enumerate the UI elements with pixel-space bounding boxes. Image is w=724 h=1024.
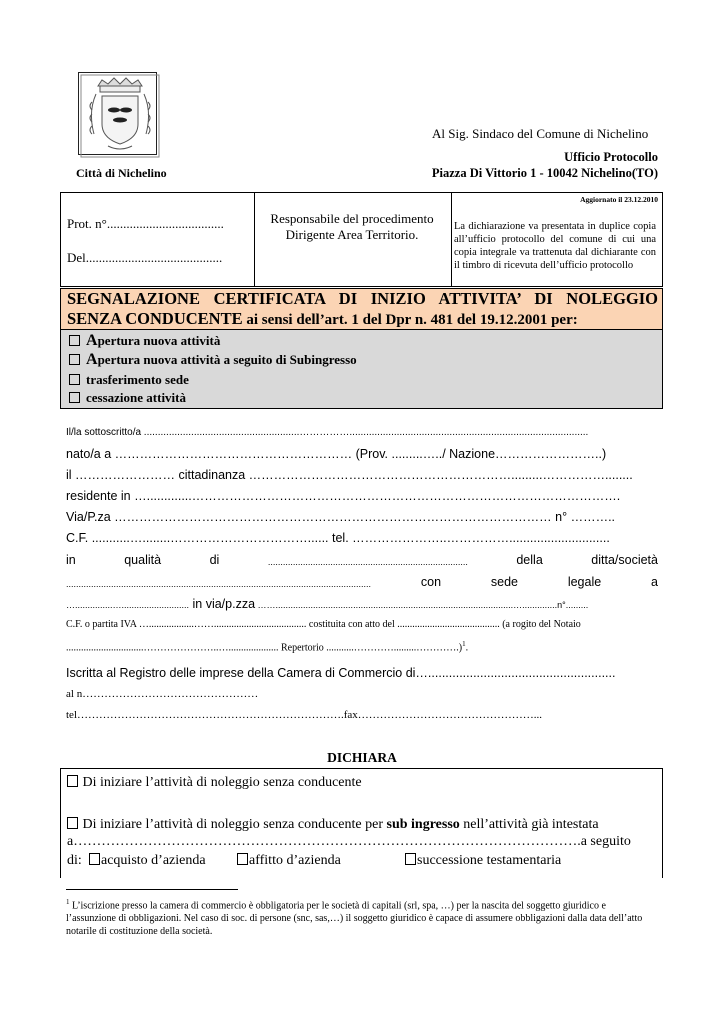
prot-field[interactable]: Prot. n°.................................... bbox=[67, 216, 224, 231]
title-line-2: SENZA CONDUCENTE ai sensi dell’art. 1 del Dpr n. 481 del 19.12.2001 per: bbox=[67, 309, 578, 328]
updated-date: Aggiornato il 23.12.2010 bbox=[580, 195, 658, 204]
city-coat-of-arms bbox=[78, 72, 160, 158]
footnote-text: $^1$ L’iscrizione presso la camera di commercio è obbligatoria per le società di capitali (srl, spa, …) per la nascita del soggetto giuridico e l’assunzione di obbligazioni. Nel caso di soc. di persone (snc, sas,…) il soggetto giuridico è capace di assumere obbligazioni dalla data dell’atto notarile di costituzione della società. bbox=[66, 898, 643, 938]
form-line-sottoscritto[interactable]: Il/la sottoscritto/a ........................................................……………...................................................................................... bbox=[66, 427, 589, 438]
form-line-qualita[interactable]: in qualità di ................................................................................ della ditta/società bbox=[66, 553, 658, 567]
city-label: Città di Nichelino bbox=[76, 166, 167, 180]
sub-option-acquisto[interactable]: acquisto d’azienda bbox=[89, 853, 206, 869]
sub-option-successione[interactable]: successione testamentaria bbox=[405, 853, 561, 869]
dichiara-option-new[interactable]: Di iniziare l’attività di noleggio senza conducente bbox=[67, 775, 362, 791]
sub-option-affitto[interactable]: affitto d’azienda bbox=[237, 853, 341, 869]
form-line-tel-fax[interactable]: tel……………………………………………………………….fax…………………………………………... bbox=[66, 709, 543, 721]
checkbox-icon[interactable] bbox=[67, 775, 78, 787]
option-cessation[interactable]: cessazione attività bbox=[69, 390, 186, 406]
checkbox-icon[interactable] bbox=[405, 853, 416, 865]
checkbox-icon[interactable] bbox=[67, 817, 78, 829]
form-line-partita-iva[interactable]: C.F. o partita IVA …..................……..................................... costituita con atto del ......................................... (a rogito del Notaio bbox=[66, 619, 581, 630]
office-name: Ufficio Protocollo bbox=[564, 150, 658, 164]
checkbox-icon[interactable] bbox=[69, 354, 80, 365]
checkbox-icon[interactable] bbox=[69, 374, 80, 385]
dichiara-line-a[interactable]: a……………………………………………………………………………………………….a seguito bbox=[67, 834, 631, 849]
form-line-registro[interactable]: Iscritta al Registro delle imprese della Camera di Commercio di…...................................................... bbox=[66, 666, 616, 680]
form-line-residente[interactable]: residente in ….............…………………………………………………………………………………………. bbox=[66, 489, 621, 503]
checkbox-icon[interactable] bbox=[69, 392, 80, 403]
title-line-1: SEGNALAZIONE CERTIFICATA DI INIZIO ATTIVITA’ DI NOLEGGIO bbox=[67, 289, 658, 308]
form-line-cf-tel[interactable]: C.F. ...........…........……………………………...... tel. …………………..……………............................. bbox=[66, 531, 610, 545]
note-text: La dichiarazione va presentata in duplice copia all’ufficio protocollo del comune di cui una copia integrale va trattenuta dal dichiarante con il timbro di ricevuta dell’ufficio protocollo bbox=[454, 221, 656, 271]
form-line-cittadinanza[interactable]: il …………………… cittadinanza ……………………………………………………….........……………........ bbox=[66, 468, 633, 482]
form-line-indirizzo[interactable]: …...............…........................... in via/p.zza ……...............................................................................................…..............n°......... bbox=[66, 597, 589, 611]
dichiara-label-di: di: bbox=[67, 853, 82, 868]
form-line-nato[interactable]: nato/a a ………………………………………………… (Prov. .........…../ Nazione……………………..) bbox=[66, 447, 607, 461]
checkbox-icon[interactable] bbox=[69, 335, 80, 346]
info-box bbox=[60, 192, 663, 287]
checkbox-icon[interactable] bbox=[237, 853, 248, 865]
footnote-rule bbox=[66, 889, 238, 890]
checkbox-icon[interactable] bbox=[89, 853, 100, 865]
dichiara-option-subingresso[interactable]: Di iniziare l’attività di noleggio senza conducente per sub ingresso nell’attività già intestata bbox=[67, 817, 599, 833]
dichiara-box bbox=[60, 768, 663, 878]
option-subingresso[interactable]: Apertura nuova attività a seguito di Subingresso bbox=[69, 351, 357, 369]
option-transfer[interactable]: trasferimento sede bbox=[69, 372, 189, 388]
office-address: Piazza Di Vittorio 1 - 10042 Nichelino(TO) bbox=[431, 166, 658, 180]
responsible-text: Responsabile del procedimento Dirigente Area Territorio. bbox=[270, 211, 434, 242]
dichiara-heading: DICHIARA bbox=[327, 750, 397, 765]
addressee: Al Sig. Sindaco del Comune di Nichelino bbox=[432, 126, 649, 141]
option-new-activity[interactable]: Apertura nuova attività bbox=[69, 332, 220, 350]
title-band bbox=[60, 288, 663, 330]
form-line-al-n[interactable]: al n………………………………………… bbox=[66, 688, 259, 700]
form-line-via[interactable]: Via/P.za …………………………………………………………………………………………… n° ……….. bbox=[66, 510, 616, 524]
form-line-repertorio[interactable]: ...............................…………………..….................... Repertorio ...........………….........………….)$^1$. bbox=[66, 640, 469, 654]
options-band bbox=[60, 330, 663, 409]
del-field[interactable]: Del.......................................... bbox=[67, 250, 223, 265]
form-line-sede[interactable]: .......................................................................................................................... con sede legale a bbox=[66, 575, 658, 589]
footnote-ref: 1 bbox=[462, 640, 466, 648]
